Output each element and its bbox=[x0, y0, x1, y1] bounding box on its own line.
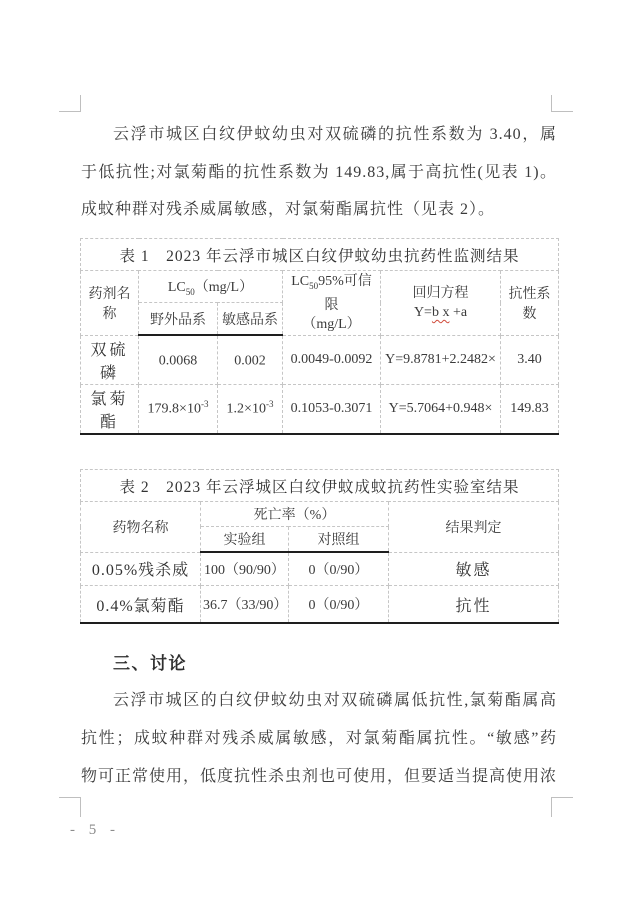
eq-post: +a bbox=[449, 304, 468, 320]
judgement-cell: 抗性 bbox=[389, 586, 559, 624]
table2-row-propoxur bbox=[81, 552, 559, 586]
table1-header-drug: 药剂名称 bbox=[81, 271, 139, 336]
lc50-subscript: 50 bbox=[185, 286, 195, 297]
drug-name-cell: 0.4%氯菊酯 bbox=[81, 586, 201, 624]
sensitive-lc50-value: 0.002 bbox=[234, 353, 266, 369]
table2-header-row-1 bbox=[81, 502, 559, 527]
experimental-cell: 100（90/90） bbox=[201, 552, 289, 586]
crop-mark-top-left bbox=[59, 95, 81, 112]
intro-line-2: 于低抗性;对氯菊酯的抗性系数为 149.83,属于高抗性(见表 1)。 bbox=[81, 163, 557, 181]
drug-name-cell: 0.05%残杀威 bbox=[81, 552, 201, 586]
experimental-cell: 36.7（33/90） bbox=[201, 586, 289, 624]
field-lc50-cell bbox=[139, 384, 218, 434]
table1-header-row-1 bbox=[81, 271, 559, 303]
table1-title: 表 1 2023 年云浮市城区白纹伊蚊幼虫抗药性监测结果 bbox=[81, 239, 559, 271]
ci-cell: 0.1053-0.3071 bbox=[283, 384, 381, 434]
eq-pre: Y= bbox=[413, 304, 432, 320]
ci-cell: 0.0049-0.0092 bbox=[283, 335, 381, 384]
ci-line-2: （mg/L） bbox=[302, 316, 361, 332]
field-lc50-exponent: -3 bbox=[200, 399, 209, 410]
ratio-cell: 3.40 bbox=[501, 335, 559, 384]
intro-line-1: 云浮市城区白纹伊蚊幼虫对双硫磷的抗性系数为 3.40，属 bbox=[113, 126, 557, 143]
table1-caption-row bbox=[81, 239, 559, 271]
equation-cell: Y=9.8781+2.2482× bbox=[381, 335, 501, 384]
equation-cell: Y=5.7064+0.948× bbox=[381, 384, 501, 434]
table2-title: 表 2 2023 年云浮城区白纹伊蚊成蚊抗药性实验室结果 bbox=[81, 470, 559, 502]
control-cell: 0（0/90） bbox=[289, 586, 389, 624]
eq-wavy-spellcheck: b x bbox=[431, 304, 450, 320]
table1-header-regression bbox=[381, 271, 501, 336]
table2-header-drug: 药物名称 bbox=[81, 502, 201, 553]
page-number: - 5 - bbox=[70, 822, 120, 838]
table2-header-experimental: 实验组 bbox=[201, 527, 289, 553]
ci-rest: 95%可信限 bbox=[318, 274, 372, 313]
ratio-cell: 149.83 bbox=[501, 384, 559, 434]
discussion-line-1: 云浮市城区的白纹伊蚊幼虫对双硫磷属低抗性,氯菊酯属高 bbox=[113, 692, 557, 709]
field-lc50-value: 0.0068 bbox=[158, 353, 198, 369]
crop-mark-top-right bbox=[551, 95, 573, 112]
field-lc50-cell bbox=[139, 335, 218, 384]
table2-header-mortality-group: 死亡率（%） bbox=[201, 502, 389, 527]
lc50-label: LC bbox=[167, 280, 186, 296]
table2-header-judgement: 结果判定 bbox=[389, 502, 559, 553]
table2-row-permethrin bbox=[81, 586, 559, 624]
control-cell: 0（0/90） bbox=[289, 552, 389, 586]
table2-caption-row bbox=[81, 470, 559, 502]
discussion-heading: 三、讨论 bbox=[113, 654, 187, 673]
drug-name-cell: 氯菊酯 bbox=[81, 384, 139, 434]
regression-label: 回归方程 bbox=[412, 285, 469, 301]
ci-subscript: 50 bbox=[309, 280, 319, 291]
sensitive-lc50-exponent: -3 bbox=[265, 399, 274, 410]
lc50-unit: （mg/L） bbox=[194, 280, 254, 296]
table1-row-permethrin bbox=[81, 384, 559, 434]
intro-line-3: 成蚊种群对残杀威属敏感，对氯菊酯属抗性（见表 2）。 bbox=[81, 201, 496, 218]
sensitive-lc50-cell bbox=[218, 335, 283, 384]
sensitive-lc50-value: 1.2×10 bbox=[226, 402, 266, 418]
table1-header-lc50-group bbox=[139, 271, 283, 303]
table1-header-field-strain: 野外品系 bbox=[139, 303, 218, 336]
table1-header-ci bbox=[283, 271, 381, 336]
ci-lc-label: LC bbox=[291, 274, 310, 289]
table1-header-resistance: 抗性系数 bbox=[501, 271, 559, 336]
discussion-line-2: 抗性；成蚊种群对残杀威属敏感，对氯菊酯属抗性。“敏感”药 bbox=[81, 730, 557, 747]
table1-header-sensitive-strain: 敏感品系 bbox=[218, 303, 283, 336]
field-lc50-value: 179.8×10 bbox=[147, 402, 201, 418]
judgement-cell: 敏感 bbox=[389, 552, 559, 586]
adult-resistance-table bbox=[80, 469, 559, 624]
discussion-paragraph bbox=[81, 682, 557, 796]
drug-name-cell: 双硫磷 bbox=[81, 335, 139, 384]
sensitive-lc50-cell bbox=[218, 384, 283, 434]
discussion-line-3: 物可正常使用，低度抗性杀虫剂也可使用，但要适当提高使用浓 bbox=[81, 768, 558, 785]
table1-row-temephos bbox=[81, 335, 559, 384]
larvae-resistance-table bbox=[80, 238, 559, 435]
table2-header-control: 对照组 bbox=[289, 527, 389, 553]
intro-paragraph bbox=[81, 116, 557, 229]
crop-mark-bottom-left bbox=[59, 797, 81, 817]
regression-equation bbox=[383, 303, 498, 322]
ci-line-1 bbox=[285, 272, 378, 315]
crop-mark-bottom-right bbox=[551, 797, 573, 817]
